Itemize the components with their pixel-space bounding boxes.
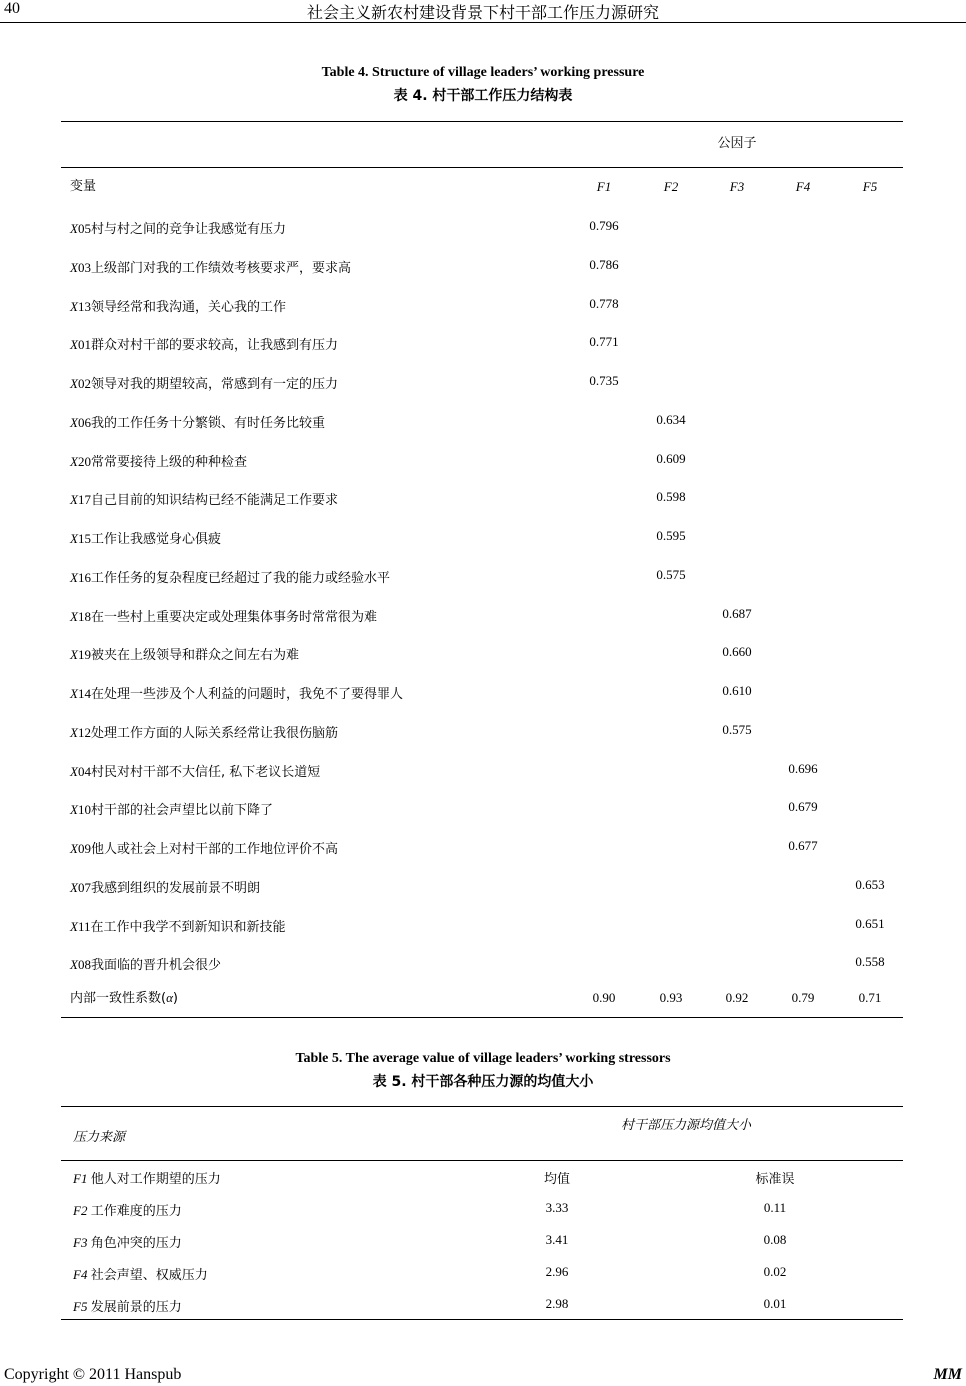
table5-row-label: F4 社会声望、权威压力 xyxy=(73,1267,208,1283)
table4-row-label: X19被夹在上级领导和群众之间左右为难 xyxy=(70,647,299,664)
table4-loading: 0.595 xyxy=(656,528,686,543)
table4-row-label: X05村与村之间的竞争让我感觉有压力 xyxy=(70,221,286,237)
journal-abbrev: MM xyxy=(933,1366,962,1383)
table4-loading: 0.609 xyxy=(656,450,686,466)
table4-loading: 0.634 xyxy=(656,411,686,427)
table4-loading: 0.610 xyxy=(722,683,752,698)
table5-row-label: F3 角色冲突的压力 xyxy=(73,1235,182,1251)
page-number: 40 xyxy=(4,0,20,17)
table4-row-label: X08我面临的晋升机会很少 xyxy=(70,957,221,974)
table4-row-label: X20常常要接待上级的种种检查 xyxy=(70,453,247,470)
factor-header-f2: F2 xyxy=(663,179,679,194)
table5-sub-mean: 均值 xyxy=(543,1172,571,1187)
table4-row-label: X13领导经常和我沟通，关心我的工作 xyxy=(70,298,286,315)
table4-row-label: X18在一些村上重要决定或处理集体事务时常常很为难 xyxy=(70,608,377,625)
table4-row-label: X12处理工作方面的人际关系经常让我很伤脑筋 xyxy=(70,724,338,741)
table5-se: 0.01 xyxy=(763,1296,787,1311)
table4-row-label: X03上级部门对我的工作绩效考核要求严，要求高 xyxy=(70,259,351,276)
table5-mean: 2.98 xyxy=(545,1296,569,1311)
table4-row-label: X15工作让我感觉身心俱疲 xyxy=(70,531,221,547)
table5-row-label: F2 工作难度的压力 xyxy=(73,1203,182,1219)
table5-header-rule xyxy=(61,1160,903,1161)
table5-col1-header: 压力来源 xyxy=(73,1130,126,1145)
table4-loading: 0.651 xyxy=(855,915,885,931)
table4-loading: 0.786 xyxy=(589,256,619,272)
table4-row-label: X06我的工作任务十分繁锁、有时任务比较重 xyxy=(70,414,325,431)
table4-header-rule xyxy=(61,167,903,168)
table4-row-label: X17自己目前的知识结构已经不能满足工作要求 xyxy=(70,492,338,509)
table4-loading: 0.771 xyxy=(589,334,619,350)
factor-header-f4: F4 xyxy=(795,179,811,194)
table5-se: 0.02 xyxy=(763,1264,787,1279)
table4-row-label: X11在工作中我学不到新知识和新技能 xyxy=(70,918,286,935)
factor-header-f3: F3 xyxy=(729,179,745,194)
table5-caption-cn: 表 5. 村干部各种压力源的均值大小 xyxy=(372,1074,594,1090)
table5-se: 0.11 xyxy=(763,1200,787,1215)
table5-mean: 2.96 xyxy=(545,1264,569,1279)
table4-row-label: X01群众对村干部的要求较高，让我感到有压力 xyxy=(70,337,338,354)
alpha-f5: 0.71 xyxy=(858,990,882,1005)
table4-row-label: X04村民对村干部不大信任, 私下老议长道短 xyxy=(70,763,321,780)
table5-row-label: F1 他人对工作期望的压力 xyxy=(73,1171,221,1187)
table4-loading: 0.558 xyxy=(855,954,885,970)
table4-loading: 0.696 xyxy=(788,760,818,776)
table4-loading: 0.653 xyxy=(855,876,885,892)
table4-loading: 0.575 xyxy=(722,721,752,737)
running-title: 社会主义新农村建设背景下村干部工作压力源研究 xyxy=(306,3,659,22)
table5-sub-se: 标准误 xyxy=(755,1172,795,1187)
alpha-f1: 0.90 xyxy=(592,990,616,1005)
alpha-label: 内部一致性系数(α) xyxy=(70,990,178,1006)
table4-loading: 0.778 xyxy=(589,295,619,311)
table4-loading: 0.679 xyxy=(788,799,818,815)
table5-se: 0.08 xyxy=(763,1232,787,1247)
table4-loading: 0.598 xyxy=(656,489,686,505)
alpha-f4: 0.79 xyxy=(791,990,815,1005)
table4-loading: 0.796 xyxy=(589,218,619,233)
table4-caption-en: Table 4. Structure of village leaders’ working pressure xyxy=(321,65,645,80)
table5-caption-en: Table 5. The average value of village leaders’ working stressors xyxy=(295,1051,671,1066)
alpha-f2: 0.93 xyxy=(659,990,683,1005)
table4-row-label: X02领导对我的期望较高，常感到有一定的压力 xyxy=(70,376,338,392)
table4-bottom-rule xyxy=(61,1017,903,1018)
alpha-f3: 0.92 xyxy=(725,990,749,1005)
table4-caption-cn: 表 4. 村干部工作压力结构表 xyxy=(393,88,573,104)
table5-row-label: F5 发展前景的压力 xyxy=(73,1299,182,1315)
table4-top-rule xyxy=(61,121,903,122)
table4-row-label: X09他人或社会上对村干部的工作地位评价不高 xyxy=(70,841,338,857)
copyright: Copyright © 2011 Hanspub xyxy=(4,1366,182,1383)
page-header xyxy=(0,0,966,23)
factor-header-f5: F5 xyxy=(862,179,878,194)
table4-var-header: 变量 xyxy=(70,179,97,194)
table4-loading: 0.687 xyxy=(722,605,752,621)
table4-row-label: X07我感到组织的发展前景不明朗 xyxy=(70,879,260,896)
table4-row-label: X16工作任务的复杂程度已经超过了我的能力或经验水平 xyxy=(70,569,390,586)
table4-loading: 0.575 xyxy=(656,566,686,582)
table4-row-label: X10村干部的社会声望比以前下降了 xyxy=(70,802,273,819)
table5-mean: 3.33 xyxy=(545,1200,569,1215)
table4-group-header: 公因子 xyxy=(717,136,757,151)
table5-top-rule xyxy=(61,1106,903,1107)
table5-mean: 3.41 xyxy=(545,1232,569,1247)
factor-header-f1: F1 xyxy=(596,179,612,194)
table4-row-label: X14在处理一些涉及个人利益的问题时，我免不了要得罪人 xyxy=(70,686,403,702)
table4-loading: 0.660 xyxy=(722,644,752,660)
table4-loading: 0.677 xyxy=(788,838,818,853)
table4-loading: 0.735 xyxy=(589,373,619,388)
table5-bottom-rule xyxy=(61,1319,903,1320)
table5-col2-header: 村干部压力源均值大小 xyxy=(620,1118,752,1133)
